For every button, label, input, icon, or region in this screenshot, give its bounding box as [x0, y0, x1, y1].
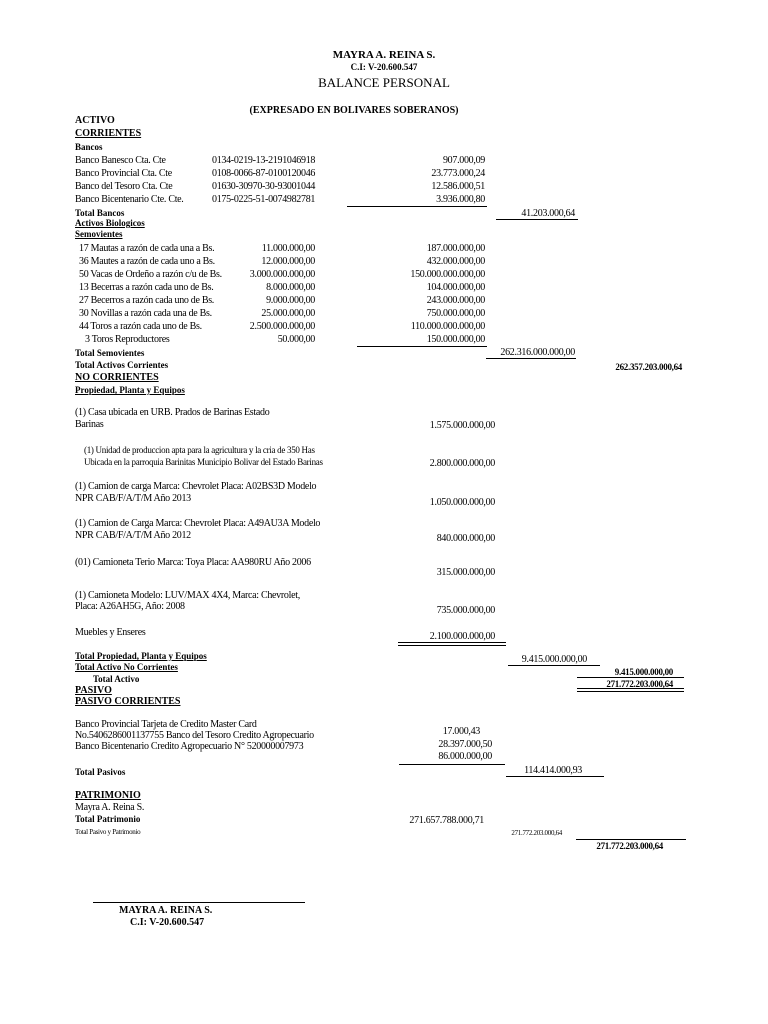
semoviente-amount: 187.000.000,00: [426, 243, 485, 254]
banco-account: 0108-0066-87-0100120046: [212, 168, 316, 179]
semoviente-desc: 27 Becerros a razón cada uno de Bs.: [79, 295, 214, 306]
ppe-label: Propiedad, Planta y Equipos: [75, 385, 185, 395]
semoviente-desc: 44 Toros a razón cada uno de Bs.: [79, 321, 202, 332]
total-activo-amount: 271.772.203.000,64: [606, 679, 673, 689]
semoviente-amount: 243.000.000,00: [426, 295, 485, 306]
total-activos-corrientes-amount: 262.357.203.000,64: [615, 362, 682, 372]
ppe-item-line1: (1) Camion de Carga Marca: Chevrolet Placa: A49AU3A Modelo: [75, 518, 321, 529]
page-subtitle: (EXPRESADO EN BOLIVARES SOBERANOS): [249, 105, 459, 116]
signature-name: MAYRA A. REINA S.: [119, 905, 213, 916]
corrientes-heading: CORRIENTES: [75, 128, 142, 139]
semoviente-amount: 432.000.000,00: [426, 256, 485, 267]
ppe-item-line1: (1) Camioneta Modelo: LUV/MAX 4X4, Marca: Chevrolet,: [75, 590, 300, 601]
signature-line: [93, 902, 305, 903]
semoviente-desc: 17 Mautas a razón de cada una a Bs.: [79, 243, 215, 254]
total-pasivo-patrimonio-amount: 271.772.203.000,64: [511, 829, 562, 837]
pasivo-heading: PASIVO: [75, 685, 112, 696]
ppe-item-amount: 2.100.000.000,00: [429, 631, 495, 642]
banco-name: Banco Bicentenario Cte. Cte.: [75, 194, 184, 205]
bancos-label: Bancos: [75, 142, 103, 152]
owner-ci: C.I: V-20.600.547: [350, 62, 418, 72]
pasivo-amount: 28.397.000,50: [438, 739, 492, 750]
banco-amount: 907.000,09: [442, 155, 485, 166]
page-title: BALANCE PERSONAL: [318, 75, 450, 90]
divider: [506, 776, 604, 777]
semoviente-unit: 11.000.000,00: [261, 243, 315, 254]
divider: [496, 219, 578, 220]
banco-name: Banco Provincial Cta. Cte: [75, 168, 172, 179]
semoviente-unit: 9.000.000,00: [266, 295, 315, 306]
patrimonio-heading: PATRIMONIO: [75, 790, 141, 801]
banco-account: 01630-30970-30-93001044: [212, 181, 316, 192]
pasivo-item: Banco Provincial Tarjeta de Credito Master Card: [75, 719, 257, 730]
activos-biologicos-label: Activos Biologicos: [75, 218, 145, 228]
semoviente-desc: 50 Vacas de Ordeño a razón c/u de Bs.: [79, 269, 222, 280]
semoviente-desc: 13 Becerras a razón cada uno de Bs.: [79, 282, 214, 293]
double-underline: [398, 642, 506, 646]
patrimonio-owner: Mayra A. Reina S.: [75, 802, 145, 813]
total-no-corrientes-amount: 9.415.000.000,00: [614, 667, 673, 677]
double-underline: [577, 688, 684, 692]
banco-name: Banco del Tesoro Cta. Cte: [75, 181, 173, 192]
total-pasivo-patrimonio-label: Total Pasivo y Patrimonio: [75, 828, 141, 836]
semoviente-amount: 750.000.000,00: [426, 308, 485, 319]
banco-amount: 3.936.000,80: [436, 194, 485, 205]
banco-amount: 12.586.000,51: [431, 181, 485, 192]
semoviente-amount: 110.000.000.000,00: [410, 321, 485, 332]
ppe-item-line1: (1) Camion de carga Marca: Chevrolet Placa: A02BS3D Modelo: [75, 481, 317, 492]
ppe-item-line1: (01) Camioneta Terio Marca: Toya Placa: AA980RU Año 2006: [75, 557, 311, 568]
pasivo-item: Banco Bicentenario Credito Agropecuario N° 520000007973: [75, 741, 304, 752]
activo-heading: ACTIVO: [75, 115, 115, 126]
ppe-item-line2: Placa: A26AH5G, Año: 2008: [75, 601, 185, 612]
ppe-item-amount: 840.000.000,00: [436, 533, 495, 544]
total-activos-corrientes-label: Total Activos Corrientes: [75, 360, 169, 370]
divider: [399, 764, 505, 765]
semoviente-unit: 12.000.000,00: [261, 256, 315, 267]
semoviente-unit: 25.000.000,00: [261, 308, 315, 319]
banco-account: 0175-0225-51-0074982781: [212, 194, 316, 205]
semoviente-amount: 150.000.000.000,00: [410, 269, 485, 280]
semoviente-amount: 150.000.000,00: [426, 334, 485, 345]
semoviente-desc: 36 Mautes a razón de cada uno a Bs.: [79, 256, 215, 267]
pasivo-amount: 17.000,43: [442, 726, 480, 737]
total-patrimonio-amount: 271.657.788.000,71: [409, 815, 484, 826]
banco-account: 0134-0219-13-2191046918: [212, 155, 316, 166]
divider: [347, 206, 487, 207]
total-pasivos-amount: 114.414.000,93: [524, 765, 582, 776]
semoviente-amount: 104.000.000,00: [426, 282, 485, 293]
pasivo-item: No.5406286001137755 Banco del Tesoro Credito Agropecuario: [75, 730, 314, 741]
semoviente-unit: 3.000.000.000,00: [249, 269, 315, 280]
banco-name: Banco Banesco Cta. Cte: [75, 155, 166, 166]
divider: [486, 358, 576, 359]
banco-amount: 23.773.000,24: [431, 168, 485, 179]
ppe-item-line2: NPR CAB/F/A/T/M Año 2013: [75, 493, 191, 504]
total-activo-label: Total Activo: [93, 674, 140, 684]
ppe-item-line2: Barinas: [75, 419, 104, 430]
divider: [576, 839, 686, 840]
pasivo-amount: 86.000.000,00: [438, 751, 492, 762]
total-patrimonio-label: Total Patrimonio: [75, 814, 141, 824]
signature-ci: C.I: V-20.600.547: [130, 917, 205, 928]
ppe-item-amount: 315.000.000,00: [436, 567, 495, 578]
divider: [577, 677, 684, 678]
semoviente-unit: 50.000,00: [277, 334, 315, 345]
semovientes-label: Semovientes: [75, 229, 123, 239]
ppe-item-line1: (1) Casa ubicada en URB. Prados de Barinas Estado: [75, 407, 270, 418]
ppe-item-line1: (1) Unidad de produccion apta para la agricultura y la cria de 350 Has: [84, 445, 315, 455]
total-semovientes-label: Total Semovientes: [75, 348, 145, 358]
semoviente-unit: 2.500.000.000,00: [249, 321, 315, 332]
divider: [508, 665, 600, 666]
ppe-item-amount: 735.000.000,00: [436, 605, 495, 616]
total-no-corrientes-label: Total Activo No Corrientes: [75, 662, 178, 672]
no-corrientes-heading: NO CORRIENTES: [75, 372, 159, 383]
total-ppe-amount: 9.415.000.000,00: [521, 654, 587, 665]
owner-name: MAYRA A. REINA S.: [332, 49, 436, 61]
total-bancos-amount: 41.203.000,64: [521, 208, 575, 219]
total-pasivos-label: Total Pasivos: [75, 767, 126, 777]
total-ppe-label: Total Propiedad, Planta y Equipos: [75, 651, 207, 661]
total-semovientes-amount: 262.316.000.000,00: [500, 347, 575, 358]
semoviente-unit: 8.000.000,00: [266, 282, 315, 293]
pasivo-corrientes-heading: PASIVO CORRIENTES: [75, 696, 181, 707]
ppe-item-line2: Ubicada en la parroquia Barinitas Municipio Bolivar del Estado Barinas: [84, 457, 323, 467]
ppe-item-amount: 2.800.000.000,00: [429, 458, 495, 469]
ppe-item-amount: 1.575.000.000,00: [429, 420, 495, 431]
semoviente-desc: 30 Novillas a razón cada una de Bs.: [79, 308, 212, 319]
ppe-item-line1: Muebles y Enseres: [75, 627, 146, 638]
ppe-item-line2: NPR CAB/F/A/T/M Año 2012: [75, 530, 191, 541]
total-bancos-label: Total Bancos: [75, 208, 125, 218]
semoviente-desc: 3 Toros Reproductores: [85, 334, 170, 345]
divider: [357, 346, 487, 347]
ppe-item-amount: 1.050.000.000,00: [429, 497, 495, 508]
total-pasivo-patrimonio-final: 271.772.203.000,64: [596, 841, 663, 851]
